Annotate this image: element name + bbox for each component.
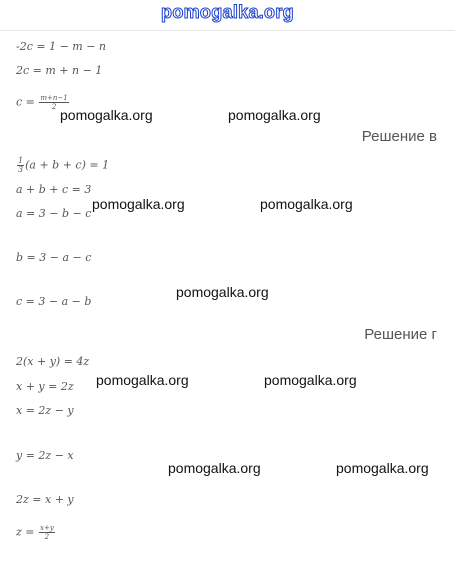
equation-abc-2: a + b + c = 3 [16,183,92,196]
fraction-z-denominator: 2 [44,533,50,541]
watermark: pomogalka.org [336,460,429,476]
equation-xyz-2: x + y = 2z [16,380,74,393]
watermark: pomogalka.org [264,372,357,388]
equation-abc-5: c = 3 − a − b [16,295,92,308]
fraction-one-third-numerator: 1 [18,156,24,165]
equation-abc-1-rest: (a + b + c) = 1 [25,158,110,172]
watermark: pomogalka.org [60,107,153,123]
fraction-z-numerator: x+y [40,524,54,532]
fraction-one-third [17,157,24,174]
equation-c-2: 2c = m + n − 1 [16,64,103,77]
fraction-c-numerator: m+n−1 [40,94,68,102]
equation-c-3-lhs: c = [16,95,39,109]
fraction-one-third-denominator: 3 [18,165,24,174]
solution-heading-g: Решение г [364,326,437,343]
equation-xyz-6 [16,524,56,541]
equation-c-1: -2c = 1 − m − n [16,40,107,53]
equation-xyz-4: y = 2z − x [16,449,74,462]
watermark: pomogalka.org [228,107,321,123]
equation-abc-3: a = 3 − b − c [16,207,92,220]
watermark: pomogalka.org [260,196,353,212]
solution-heading-v: Решение в [361,128,437,145]
equation-abc-1 [16,157,109,174]
watermark: pomogalka.org [96,372,189,388]
equation-xyz-3: x = 2z − y [16,404,74,417]
watermark: pomogalka.org [176,284,269,300]
equation-xyz-6-lhs: z = [16,525,39,539]
watermark: pomogalka.org [168,460,261,476]
fraction-z [39,524,55,541]
equation-xyz-5: 2z = x + y [16,493,74,506]
header-divider [0,30,455,31]
fraction-c-denominator: 2 [51,103,57,111]
equation-xyz-1: 2(x + y) = 4z [16,355,90,368]
watermark: pomogalka.org [92,196,185,212]
equation-abc-4: b = 3 − a − c [16,251,92,264]
site-title-logo[interactable]: pomogalka.org [161,2,294,22]
